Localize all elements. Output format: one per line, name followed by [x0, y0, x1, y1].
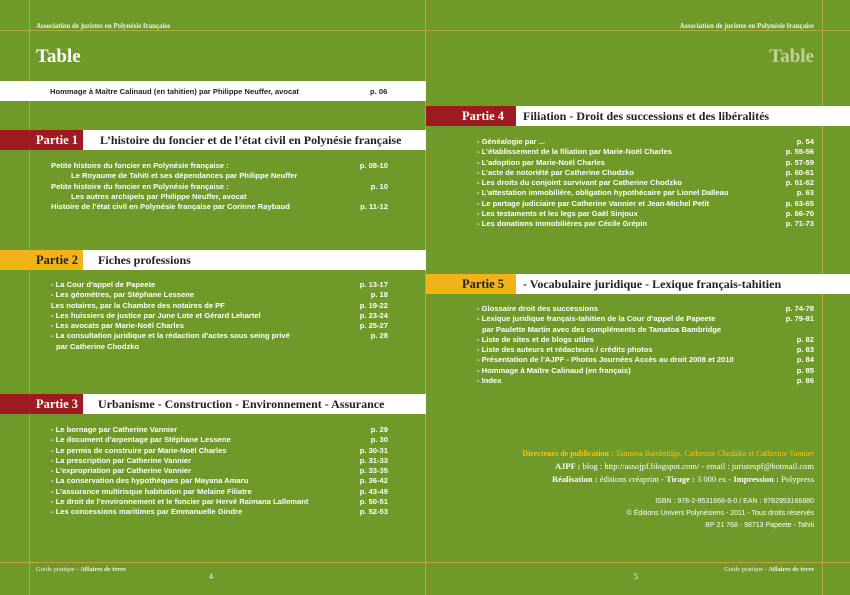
address: BP 21 768 - 98713 Papeete - Tahiti: [705, 522, 814, 529]
footer-guide-right: Guide pratique -: [724, 566, 767, 573]
part4-toc: [477, 137, 814, 230]
toc-item: - Les avocats par Marie-Noël Charles p. 25-27: [51, 321, 388, 331]
hommage-page: p. 06: [370, 87, 388, 96]
page-title-right: Table: [769, 46, 814, 67]
toc-item: Histoire de l’état civil en Polynésie française par Corinne Raybaud p. 11-12: [51, 202, 388, 212]
toc-item: - Index p. 86: [477, 376, 814, 386]
toc-item: Petite histoire du foncier en Polynésie française : p. 08-10: [51, 161, 388, 170]
part1-tag: Partie 1: [0, 130, 83, 150]
credits-real-text: éditions créaprint -: [599, 474, 664, 484]
part5-tag: Partie 5: [426, 274, 516, 294]
toc-item: - Le permis de construire par Marie-Noël Charles p. 30-31: [51, 445, 388, 455]
footer-guide-left: Guide pratique -: [36, 566, 79, 573]
part3-tag: Partie 3: [0, 394, 83, 414]
toc-item: Petite histoire du foncier en Polynésie française : p. 10: [51, 181, 388, 191]
part4-title: Filiation - Droit des successions et des libéralités: [523, 109, 770, 123]
footer-right: [724, 566, 814, 573]
part2-toc: [51, 280, 388, 352]
part1-title: L’histoire du foncier et de l’état civil en Polynésie française: [100, 133, 402, 147]
credits-ajpf-text: blog : http://assojpf.blogspot.com/ - email : juristespf@hotmail.com: [582, 461, 814, 471]
toc-item: - L’adoption par Marie-Noël Charles p. 57-59: [477, 157, 814, 167]
toc-item: - La prescription par Catherine Vannier p. 31-33: [51, 455, 388, 465]
footer-left: [36, 566, 126, 573]
toc-item: - Le droit de l’environnement et le foncier par Hervé Raimana Lallemant p. 50-51: [51, 497, 388, 507]
part2-title: Fiches professions: [98, 253, 191, 267]
credits-tirage-label: Tirage :: [666, 474, 695, 484]
toc-item: - Les concessions maritimes par Emmanuelle Gindre p. 52-53: [51, 507, 388, 517]
toc-item: - Les donations immobilières par Cécile Grépin p. 71-73: [477, 219, 814, 229]
credits-dir-names: Tamatoa Bambridge, Catherine Chodzko et Catherine Vannier: [615, 449, 814, 458]
credits-ajpf-label: AJPF :: [555, 461, 581, 471]
footer-guide-bold-right: Affaires de terre: [768, 566, 814, 573]
isbn: ISBN : 978-2-9531668-8-0 / EAN : 9782953166880: [655, 498, 814, 505]
toc-item: Le Royaume de Tahiti et ses dépendances par Philippe Neuffer: [71, 171, 298, 181]
toc-item: - Le bornage par Catherine Vannier p. 29: [51, 425, 388, 434]
toc-item: - La consultation juridique et la rédaction d’actes sous seing privé p. 28: [51, 331, 388, 341]
toc-item: - L’établissement de la filiation par Marie-Noël Charles p. 55-56: [477, 147, 814, 157]
part2-band: [0, 250, 426, 270]
toc-item: Les autres archipels par Philippe Neuffer, avocat: [71, 191, 247, 201]
header-assoc-left: Association de juristes en Polynésie française: [36, 22, 171, 30]
part5-toc: [477, 304, 814, 386]
toc-item: - Présentation de l’AJPF - Photos Journées Accès au droit 2008 et 2010 p. 84: [477, 355, 814, 365]
part1-toc: [51, 161, 388, 212]
page-number-left: 4: [209, 572, 213, 581]
hommage-text: Hommage à Maître Calinaud (en tahitien) par Philippe Neuffer, avocat: [50, 87, 299, 96]
credits-ajpf: [555, 461, 814, 471]
toc-item: - Liste des auteurs et rédacteurs / crédits photos p. 83: [477, 345, 814, 355]
toc-item: - La conservation des hypothèques par Mayana Amaru p. 36-42: [51, 476, 388, 486]
copyright: © Éditions Univers Polynésiens - 2011 - Tous droits réservés: [626, 510, 814, 517]
toc-item: - Les droits du conjoint survivant par Catherine Chodzko p. 61-62: [477, 178, 814, 188]
part1-band: [0, 130, 426, 150]
toc-item: - L’attestation immobilière, obligation hypothécaire par Lionel Dalleau p. 63: [477, 188, 814, 198]
toc-item: - La Cour d’appel de Papeete p. 13-17: [51, 280, 388, 289]
right-margin-line: [822, 0, 823, 595]
toc-item: par Catherine Chodzko: [56, 341, 140, 351]
toc-item: - Les géomètres, par Stéphane Lessene p. 18: [51, 290, 388, 300]
toc-item: Les notaires, par la Chambre des notaires de PF p. 19-22: [51, 300, 388, 310]
part5-title: - Vocabulaire juridique - Lexique français-tahitien: [523, 277, 782, 291]
toc-item: - Généalogie par ... p. 54: [477, 137, 814, 146]
toc-item: - Glossaire droit des successions p. 74-78: [477, 304, 814, 313]
credits-dir-label: Directeurs de publication :: [522, 449, 614, 458]
credits-production: [552, 474, 814, 484]
toc-item: - Les testaments et les legs par Gaël Sinjoux p. 66-70: [477, 209, 814, 219]
part3-band: [0, 394, 426, 414]
toc-item: - Les huissiers de justice par June Lote et Gérard Lehartel p. 23-24: [51, 310, 388, 320]
toc-item: - L’expropriation par Catherine Vannier p. 33-35: [51, 466, 388, 476]
part3-toc: [51, 425, 388, 518]
header-assoc-right: Association de juristes en Polynésie française: [679, 22, 814, 30]
toc-item: - Hommage à Maître Calinaud (en français) p. 85: [477, 365, 814, 375]
toc-item: - L’acte de notoriété par Catherine Chodzko p. 60-61: [477, 167, 814, 177]
credits-directors: [522, 449, 814, 458]
toc-item: - Lexique juridique français-tahitien de la Cour d’appel de Papeete p. 79-81: [477, 314, 814, 324]
footer-guide-bold-left: Affaires de terre: [80, 566, 126, 573]
credits-imp-label: Impression :: [733, 474, 779, 484]
part2-tag: Partie 2: [0, 250, 83, 270]
part4-band: [426, 106, 850, 126]
toc-item: - Le document d’arpentage par Stéphane Lessene p. 30: [51, 435, 388, 445]
credits-real-label: Réalisation :: [551, 474, 598, 484]
toc-item: - L’assurance multirisque habitation par Melaine Filiatre p. 43-49: [51, 486, 388, 496]
part3-title: Urbanisme - Construction - Environnement - Assurance: [98, 397, 385, 411]
page-number-right: 5: [634, 572, 638, 581]
toc-item: - Le partage judiciaire par Catherine Vannier et Jean-Michel Petit p. 63-65: [477, 198, 814, 208]
part5-band: [426, 274, 850, 294]
toc-item: par Paulette Martin avec des compléments de Tamatoa Bambridge: [482, 324, 722, 334]
page-title-left: Table: [36, 46, 81, 67]
credits-tirage-text: 3 000 ex -: [697, 474, 732, 484]
part4-tag: Partie 4: [426, 106, 516, 126]
toc-item: - Liste de sites et de blogs utiles p. 82: [477, 334, 814, 344]
hommage-band: [0, 81, 426, 101]
credits-imp-text: Polypress: [780, 474, 814, 484]
